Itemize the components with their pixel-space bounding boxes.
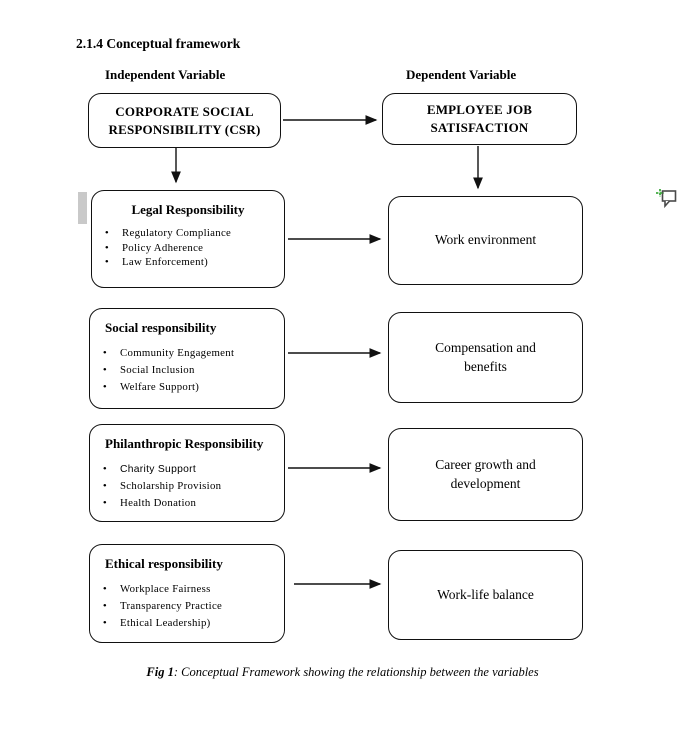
list-item — [90, 583, 284, 595]
box-philanthropic-responsibility[interactable] — [89, 424, 285, 522]
bullet-list — [90, 347, 284, 393]
bullet-icon: • — [102, 364, 108, 376]
box-compensation-benefits[interactable] — [388, 312, 583, 403]
bullet-icon: • — [102, 617, 108, 629]
bullet-icon: • — [104, 256, 110, 268]
bullet-list — [90, 463, 284, 509]
margin-selection-bar — [78, 192, 87, 224]
list-item — [90, 381, 284, 393]
box-label: Compensation and benefits — [435, 339, 536, 374]
list-item — [92, 242, 284, 254]
list-item-text: Scholarship Provision — [120, 480, 222, 492]
list-item-text: Community Engagement — [120, 347, 235, 359]
list-item-text: Law Enforcement) — [122, 256, 209, 268]
box-social-responsibility[interactable] — [89, 308, 285, 409]
box-csr-label: CORPORATE SOCIAL RESPONSIBILITY (CSR) — [108, 103, 261, 137]
list-item — [90, 497, 284, 509]
add-comment-icon[interactable] — [655, 186, 679, 210]
list-item — [92, 256, 284, 268]
list-item-text: Transparency Practice — [120, 600, 223, 612]
figure-caption-label: Fig 1 — [146, 665, 174, 679]
bullet-list — [92, 227, 284, 268]
list-item-text: Health Donation — [120, 497, 197, 509]
list-item-text: Regulatory Compliance — [122, 227, 232, 239]
box-title: Legal Responsibility — [131, 202, 245, 217]
bullet-list — [90, 583, 284, 629]
list-item — [90, 463, 284, 475]
box-csr[interactable] — [88, 93, 281, 148]
bullet-icon: • — [102, 480, 108, 492]
list-item — [90, 347, 284, 359]
list-item-text: Charity Support — [120, 464, 197, 475]
figure-caption-text: : Conceptual Framework showing the relationship between the variables — [173, 665, 539, 679]
box-title: Social responsibility — [105, 320, 217, 335]
independent-variable-header: Independent Variable — [105, 67, 226, 82]
box-label: Work-life balance — [437, 586, 534, 602]
bullet-icon: • — [104, 241, 110, 254]
bullet-icon: • — [102, 497, 108, 509]
box-ejs-label: EMPLOYEE JOB SATISFACTION — [426, 102, 533, 135]
list-item-text: Ethical Leadership) — [120, 617, 211, 629]
box-title: Philanthropic Responsibility — [105, 436, 264, 451]
list-item — [90, 617, 284, 629]
bullet-icon: • — [102, 583, 108, 595]
bullet-icon: • — [102, 600, 108, 612]
list-item — [90, 600, 284, 612]
bullet-icon: • — [104, 227, 110, 239]
list-item-text: Welfare Support) — [120, 381, 200, 393]
figure-caption — [0, 665, 685, 680]
list-item — [92, 227, 284, 239]
box-ethical-responsibility[interactable] — [89, 544, 285, 643]
list-item-text: Social Inclusion — [120, 364, 195, 376]
box-employee-job-satisfaction[interactable] — [382, 93, 577, 145]
bullet-icon: • — [102, 347, 108, 359]
box-label: Work environment — [434, 232, 537, 248]
bullet-icon: • — [102, 381, 108, 393]
box-legal-responsibility[interactable] — [91, 190, 285, 288]
dependent-variable-header: Dependent Variable — [406, 67, 517, 82]
list-item-text: Policy Adherence — [122, 241, 204, 254]
list-item — [90, 480, 284, 492]
list-item-text: Workplace Fairness — [120, 583, 211, 595]
box-work-environment[interactable] — [388, 196, 583, 285]
bullet-icon: • — [102, 463, 108, 475]
box-label: Career growth and development — [435, 456, 536, 491]
box-title: Ethical responsibility — [105, 556, 223, 571]
section-heading: 2.1.4 Conceptual framework — [76, 36, 241, 51]
list-item — [90, 364, 284, 376]
box-career-growth[interactable] — [388, 428, 583, 521]
box-work-life-balance[interactable] — [388, 550, 583, 640]
